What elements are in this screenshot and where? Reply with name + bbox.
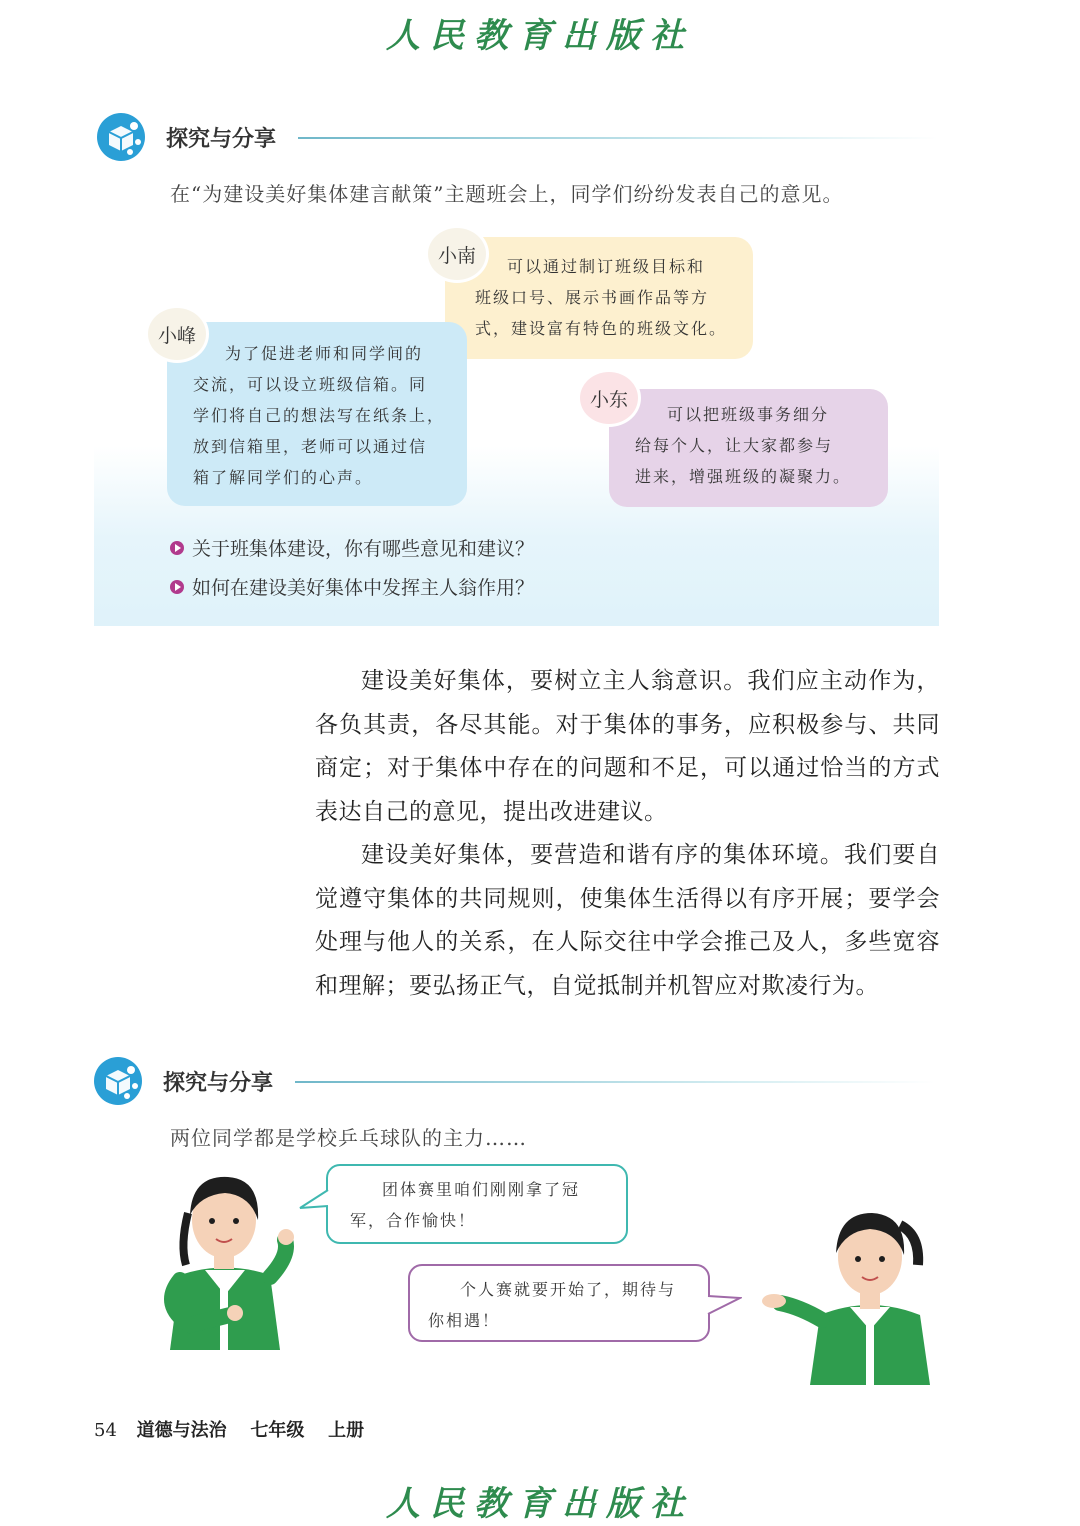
xiaofeng-name-tag: 小峰 [148, 308, 206, 360]
speech-left-line-1: 团体赛里咱们刚刚拿了冠 [382, 1180, 581, 1199]
volume-label: 上册 [328, 1420, 365, 1441]
speech-tail-right [706, 1294, 742, 1318]
speech-left-line-2: 军，合作愉快！ [350, 1211, 477, 1230]
xiaonan-line-3: 式，建设富有特色的班级文化。 [475, 319, 728, 338]
question-1 [170, 534, 534, 561]
question-2-text: 如何在建设美好集体中发挥主人翁作用？ [192, 577, 535, 599]
student-girl-left-illustration [150, 1165, 300, 1350]
speech-bubble-right [408, 1264, 710, 1342]
student-girl-right-illustration [760, 1195, 935, 1385]
xiaofeng-line-4: 放到信箱里，老师可以通过信 [193, 437, 428, 456]
play-bullet-icon [170, 541, 184, 555]
speech-right-line-1: 个人赛就要开始了，期待与 [460, 1280, 677, 1299]
xiaofeng-line-5: 箱了解同学们的心声。 [193, 468, 374, 487]
play-bullet-icon [170, 580, 184, 594]
xiaofeng-bubble [167, 322, 467, 506]
xiaofeng-line-1: 为了促进老师和同学间的 [225, 344, 424, 363]
xiaodong-line-1: 可以把班级事务细分 [667, 405, 830, 424]
body-paragraph-2: 建设美好集体，要营造和谐有序的集体环境。我们要自觉遵守集体的共同规则，使集体生活得以有序开展；要学会处理与他人的关系，在人际交往中学会推己及人，多些宽容和理解；要弘扬正气，自觉抵制并机智应对欺凌行为。 [315, 842, 940, 999]
section-title: 探究与分享 [163, 1071, 274, 1096]
page-number: 54 [94, 1420, 117, 1441]
section-divider [298, 137, 938, 139]
publisher-footer: 人民教育出版社 [386, 1484, 694, 1524]
xiaofeng-line-2: 交流，可以设立班级信箱。同 [193, 375, 428, 394]
xiaofeng-line-3: 学们将自己的想法写在纸条上， [193, 406, 446, 425]
speech-right-line-2: 你相遇！ [428, 1311, 501, 1330]
xiaonan-bubble [445, 237, 753, 359]
xiaodong-bubble [609, 389, 888, 507]
explore-share-icon [96, 112, 146, 162]
xiaodong-line-2: 给每个人，让大家都参与 [635, 436, 834, 455]
grade-label: 七年级 [250, 1420, 305, 1441]
xiaonan-line-2: 班级口号、展示书画作品等方 [475, 288, 710, 307]
question-1-text: 关于班集体建设，你有哪些意见和建议？ [192, 538, 535, 560]
xiaodong-line-3: 进来，增强班级的凝聚力。 [635, 467, 852, 486]
section2-intro: 两位同学都是学校乒乓球队的主力…… [170, 1126, 527, 1150]
xiaodong-name-tag: 小东 [580, 372, 638, 424]
speech-tail-left [298, 1188, 330, 1212]
body-paragraph-1: 建设美好集体，要树立主人翁意识。我们应主动作为，各负其责，各尽其能。对于集体的事务，应积极参与、共同商定；对于集体中存在的问题和不足，可以通过恰当的方式表达自己的意见，提出改进建议。 [315, 668, 940, 825]
page-footer [94, 1416, 364, 1442]
question-2 [170, 573, 534, 600]
speech-bubble-left [326, 1164, 628, 1244]
section-divider [295, 1081, 935, 1083]
xiaonan-name-tag: 小南 [428, 228, 486, 280]
explore-share-icon [93, 1056, 143, 1106]
book-title: 道德与法治 [136, 1420, 227, 1441]
section-title: 探究与分享 [166, 127, 277, 152]
publisher-header: 人民教育出版社 [386, 16, 694, 56]
section1-intro: 在“为建设美好集体建言献策”主题班会上，同学们纷纷发表自己的意见。 [170, 182, 844, 206]
xiaonan-line-1: 可以通过制订班级目标和 [507, 257, 706, 276]
body-text [315, 660, 940, 1008]
